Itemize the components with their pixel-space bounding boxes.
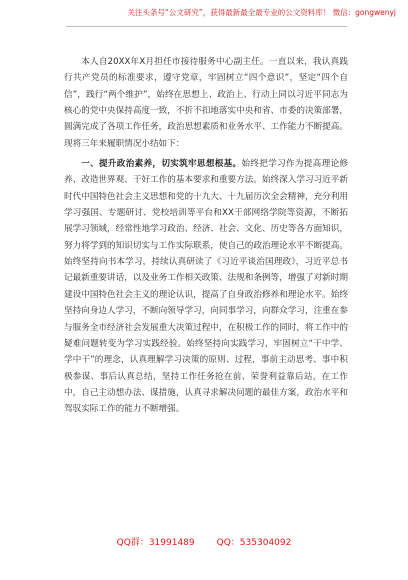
footer-qq-group: QQ群：31991489	[116, 538, 195, 548]
header-banner: 关注头条号“公文研究”，获得最新最全最专业的公文资料库！ 微信：gongwenyj	[127, 8, 396, 17]
footer-contact	[0, 535, 408, 548]
header-divider	[66, 26, 347, 27]
section-one-text: 始终把学习作为提高理论修养、改造世界观、干好工作的基本要求和重要方法。始终深入学习习近平新时代中国特色社会主义思想和党的十九大、十九届历次全会精神，充分利用学习强国、专题研讨、党校培训等平台和XX干部网络学院等资源，不断拓展学习领域，经常性地学习政治、经济、社会、文化、历史等各方面知识，努力将学到的知识切实与工作实际联系，使自己的政治理论水平不断提高。始终坚持向书本学习，持续认真研读了《习近平谈治国理政》，习近平总书记最新重要讲话，以及业务工作相关政策、法规和条例等，增强了对新时期建设中国特色社会主义的理论认识，提高了自身政治修养和理论水平。始终坚持向身边人学习，不断向领导学习，向同事学习，向群众学习，注重在参与服务全市经济社会发展重大决策过程中，在积极工作的同时，将工作中的疑难问题转变为学习实践经验。始终坚持向实践学习，牢固树立“干中学、学中干”的理念，认真理解学习决策的原则、过程，事前主动思考、事中积极参谋、事后认真总结，坚持工作任务抢在前、荣誉利益靠后站，在工作中，自己主动想办法、谋措施，认真寻求解决问题的最佳方案，政治水平和驾驭实际工作的能力不断增强。	[64, 159, 348, 415]
intro-paragraph	[64, 54, 348, 152]
document-body	[64, 54, 348, 418]
intro-paragraph-text: 本人自20XX年X月担任市接待服务中心副主任。一直以来，我认真践行共产党员的标准要求，遵守党章，牢固树立“四个意识”，坚定“四个自信”，践行“两个维护”，始终在思想上、政治上、行动上同以习近平同志为核心的党中央保持高度一致，不折不扣地落实中央和省、市委的决策部署，圆满完成了各项工作任务，政治思想素质和业务水平、工作能力不断提高。现将三年来履职情况小结如下：	[64, 57, 348, 149]
section-one-paragraph	[64, 156, 348, 418]
section-one-heading: 一、提升政治素养，切实筑牢思想根基。	[81, 159, 242, 170]
footer-qq: QQ：535304092	[216, 538, 292, 548]
